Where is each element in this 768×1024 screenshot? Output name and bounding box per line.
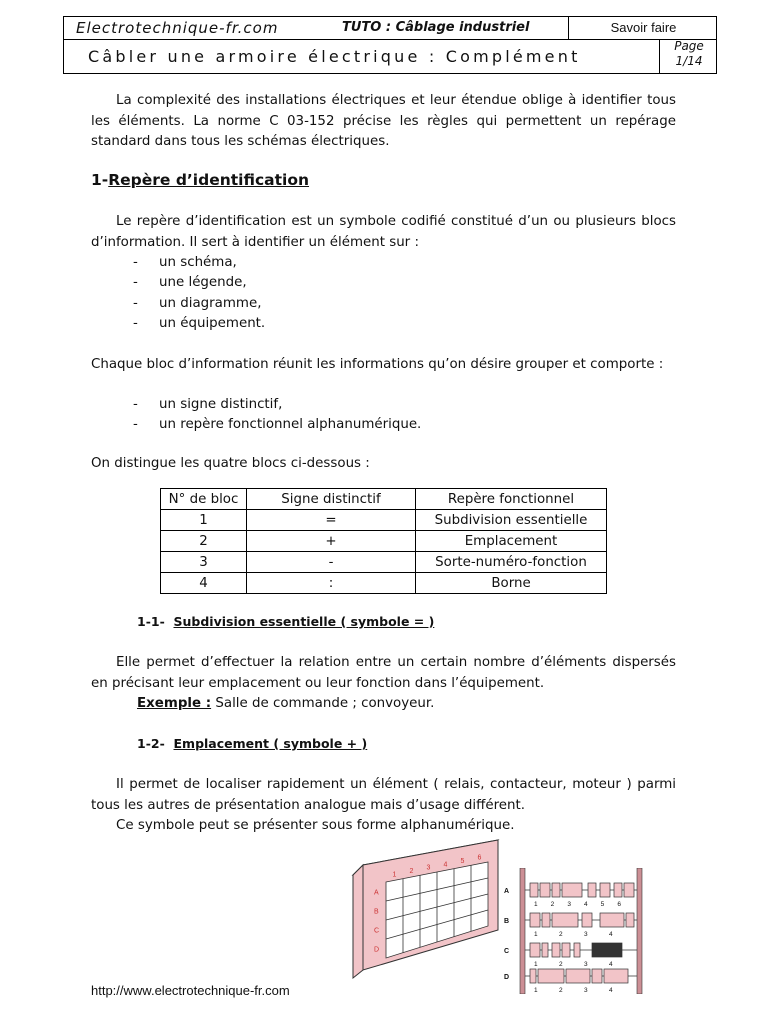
rail-component-number: 6	[617, 901, 621, 908]
list-item: - un schéma,	[133, 255, 237, 270]
subsection-paragraph: Ce symbole peut se présenter sous forme alphanumérique.	[116, 818, 515, 833]
rail-row-label: A	[504, 888, 510, 895]
section-heading	[91, 171, 309, 189]
rail-component	[542, 913, 550, 927]
rail-component	[592, 969, 602, 983]
rail-component-number: 3	[584, 931, 588, 938]
table-header: Repère fonctionnel	[416, 489, 607, 510]
table-cell: +	[247, 531, 416, 552]
rail-component-number: 2	[559, 931, 563, 938]
rail-component	[614, 883, 622, 897]
blocks-table	[160, 488, 607, 594]
table-cell: 3	[161, 552, 247, 573]
rails-figure	[500, 868, 660, 994]
cabinet-col-label: 1	[392, 871, 397, 879]
document-header	[63, 16, 717, 74]
section-paragraph: On distingue les quatre blocs ci-dessous :	[91, 456, 370, 471]
table-cell: 1	[161, 510, 247, 531]
page-title: Câbler une armoire électrique : Complément	[88, 47, 581, 66]
example-text: Salle de commande ; convoyeur.	[215, 696, 435, 711]
rail-component-number: 2	[559, 961, 563, 968]
cabinet-figure	[348, 830, 508, 980]
rail-component-number: 5	[600, 901, 605, 908]
cabinet-col-label: 3	[426, 864, 431, 872]
cabinet-col-label: 2	[409, 868, 414, 875]
rail-component	[566, 969, 590, 983]
rail-component	[552, 883, 560, 897]
table-cell: 2	[161, 531, 247, 552]
rail-component	[530, 913, 540, 927]
list-item: - un signe distinctif,	[133, 397, 283, 412]
table-cell: Sorte-numéro-fonction	[416, 552, 607, 573]
savoir-faire-label: Savoir faire	[610, 20, 677, 35]
rail-component	[562, 883, 582, 897]
rail-component	[538, 969, 564, 983]
rail-component	[592, 943, 622, 957]
table-cell: -	[247, 552, 416, 573]
rail-component-number: 3	[584, 961, 588, 968]
cabinet-row-label: D	[374, 946, 380, 954]
list-item: - une légende,	[133, 275, 247, 290]
table-cell: Subdivision essentielle	[416, 510, 607, 531]
rail-row-label: D	[504, 974, 510, 981]
rail-component	[624, 883, 634, 897]
rail-component	[530, 943, 540, 957]
cabinet-row-label: A	[374, 889, 379, 897]
site-name: Electrotechnique-fr.com	[76, 19, 279, 37]
rail-component	[600, 883, 610, 897]
table-row	[161, 552, 607, 573]
rail-component	[562, 943, 570, 957]
section-title: Repère d’identification	[108, 171, 310, 189]
page-number-box	[660, 39, 718, 69]
rail-component	[540, 883, 550, 897]
rail-component	[552, 913, 578, 927]
list-item: - un repère fonctionnel alphanumérique.	[133, 417, 422, 432]
example-label: Exemple :	[137, 696, 212, 711]
page-number: 1/14	[675, 54, 703, 68]
cabinet-col-label: 5	[460, 858, 465, 865]
cabinet-row-label: C	[374, 927, 380, 935]
subsection-title: Emplacement ( symbole + )	[173, 736, 368, 751]
subsection-heading	[137, 736, 367, 751]
table-cell: Borne	[416, 573, 607, 594]
table-row	[161, 573, 607, 594]
rail-component	[530, 969, 536, 983]
rail-component-number: 4	[584, 901, 588, 908]
subsection-heading	[137, 614, 434, 629]
rail-component-number: 4	[609, 931, 613, 938]
rail-component-number: 3	[567, 901, 571, 908]
section-number: 1-	[91, 171, 109, 189]
table-cell: =	[247, 510, 416, 531]
subsection-number: 1-2-	[137, 736, 165, 751]
section-paragraph: Le repère d’identification est un symbole codifié constitué d’un ou plusieurs blocs d’information. Il sert à identifier un élément sur :	[91, 214, 676, 250]
rail-component-number: 1	[534, 961, 538, 968]
cabinet-col-label: 4	[443, 861, 448, 869]
rail-component	[600, 913, 624, 927]
list-item: - un équipement.	[133, 316, 266, 331]
example-line	[137, 694, 677, 715]
tuto-title: TUTO : Câblage industriel	[342, 20, 530, 35]
subsection-number: 1-1-	[137, 614, 165, 629]
table-row	[161, 510, 607, 531]
cabinet-row-label: B	[374, 908, 379, 916]
table-row	[161, 531, 607, 552]
rail-component	[582, 913, 592, 927]
footer-url[interactable]: http://www.electrotechnique-fr.com	[91, 983, 290, 998]
rail-row-label: B	[504, 918, 510, 925]
rail-component-number: 1	[534, 987, 538, 994]
rail-component	[530, 883, 538, 897]
rail-component	[542, 943, 548, 957]
table-header: Signe distinctif	[247, 489, 416, 510]
table-cell: :	[247, 573, 416, 594]
intro-paragraph: La complexité des installations électriques et leur étendue oblige à identifier tous les éléments. La norme C 03-152 précise les règles qui permettent un repérage standard dans tous les schémas électriques.	[91, 93, 676, 149]
subsection-paragraph: Il permet de localiser rapidement un élément ( relais, contacteur, moteur ) parmi tous les autres de présentation analogue mais d’usage différent.	[91, 777, 676, 813]
subsection-paragraph: Elle permet d’effectuer la relation entre un certain nombre d’éléments dispersés en précisant leur emplacement ou leur fonction dans l’équipement.	[91, 655, 676, 691]
cabinet-col-label: 6	[477, 854, 482, 862]
rail-component	[574, 943, 580, 957]
rail-component	[604, 969, 628, 983]
rail-component-number: 1	[534, 901, 538, 908]
table-header: N° de bloc	[161, 489, 247, 510]
list-item: - un diagramme,	[133, 296, 262, 311]
rail-component-number: 1	[534, 931, 538, 938]
table-cell: Emplacement	[416, 531, 607, 552]
rail-component	[626, 913, 634, 927]
page-label: Page	[674, 39, 704, 53]
rail-component-number: 4	[609, 961, 613, 968]
table-cell: 4	[161, 573, 247, 594]
rail-component-number: 2	[550, 901, 555, 908]
rail-component-number: 2	[559, 987, 563, 994]
rail-component-number: 4	[609, 987, 613, 994]
rail-component	[552, 943, 560, 957]
subsection-title: Subdivision essentielle ( symbole = )	[173, 614, 435, 629]
section-paragraph: Chaque bloc d’information réunit les informations qu’on désire grouper et comporte :	[91, 357, 664, 372]
rail-row-label: C	[504, 948, 510, 955]
table-header-row	[161, 489, 607, 510]
rail-component	[588, 883, 596, 897]
rail-component-number: 3	[584, 987, 588, 994]
